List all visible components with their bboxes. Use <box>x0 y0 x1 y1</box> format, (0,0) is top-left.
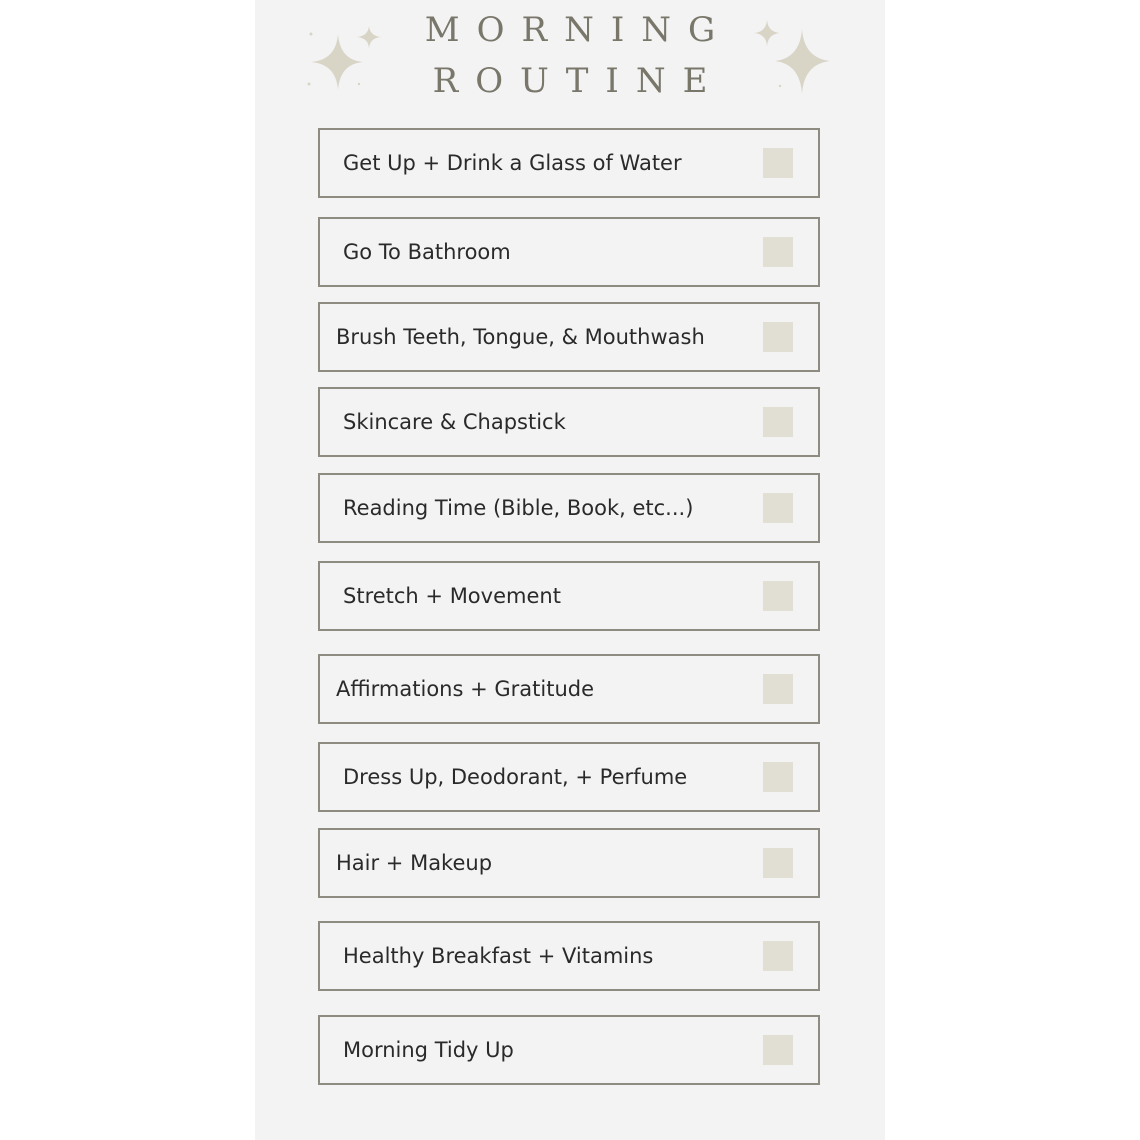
checklist-item[interactable] <box>318 742 820 812</box>
checklist-item[interactable] <box>318 217 820 287</box>
checklist-item[interactable] <box>318 921 820 991</box>
checklist-item-label: Affirmations + Gratitude <box>336 677 595 701</box>
checklist-item[interactable] <box>318 128 820 198</box>
checklist-item[interactable] <box>318 828 820 898</box>
checklist-item[interactable] <box>318 654 820 724</box>
checklist-item[interactable] <box>318 302 820 372</box>
checkbox[interactable] <box>763 848 793 878</box>
checklist-item-label: Morning Tidy Up <box>343 1038 514 1062</box>
checklist-item-label: Stretch + Movement <box>343 584 561 608</box>
checkbox[interactable] <box>763 674 793 704</box>
checkbox[interactable] <box>763 407 793 437</box>
checkbox[interactable] <box>763 493 793 523</box>
checkbox[interactable] <box>763 941 793 971</box>
checklist-item[interactable] <box>318 473 820 543</box>
checklist-item-label: Skincare & Chapstick <box>343 410 566 434</box>
checklist-item-label: Get Up + Drink a Glass of Water <box>343 151 682 175</box>
checkbox[interactable] <box>763 322 793 352</box>
checkbox[interactable] <box>763 1035 793 1065</box>
checklist-item-label: Brush Teeth, Tongue, & Mouthwash <box>336 325 705 349</box>
checklist-item[interactable] <box>318 387 820 457</box>
checklist-item[interactable] <box>318 561 820 631</box>
checkbox[interactable] <box>763 148 793 178</box>
checklist-item[interactable] <box>318 1015 820 1085</box>
checklist-item-label: Reading Time (Bible, Book, etc...) <box>343 496 694 520</box>
checkbox[interactable] <box>763 762 793 792</box>
checklist-page <box>255 0 885 1140</box>
page-title-line2: ROUTINE <box>432 61 725 101</box>
checklist-item-label: Hair + Makeup <box>336 851 493 875</box>
checklist-item-label: Go To Bathroom <box>343 240 511 264</box>
checkbox[interactable] <box>763 581 793 611</box>
checkbox[interactable] <box>763 237 793 267</box>
sparkle-icon-right <box>750 14 830 104</box>
checklist-item-label: Healthy Breakfast + Vitamins <box>343 944 654 968</box>
page-title-line1: MORNING <box>424 10 733 50</box>
checklist-item-label: Dress Up, Deodorant, + Perfume <box>343 765 688 789</box>
